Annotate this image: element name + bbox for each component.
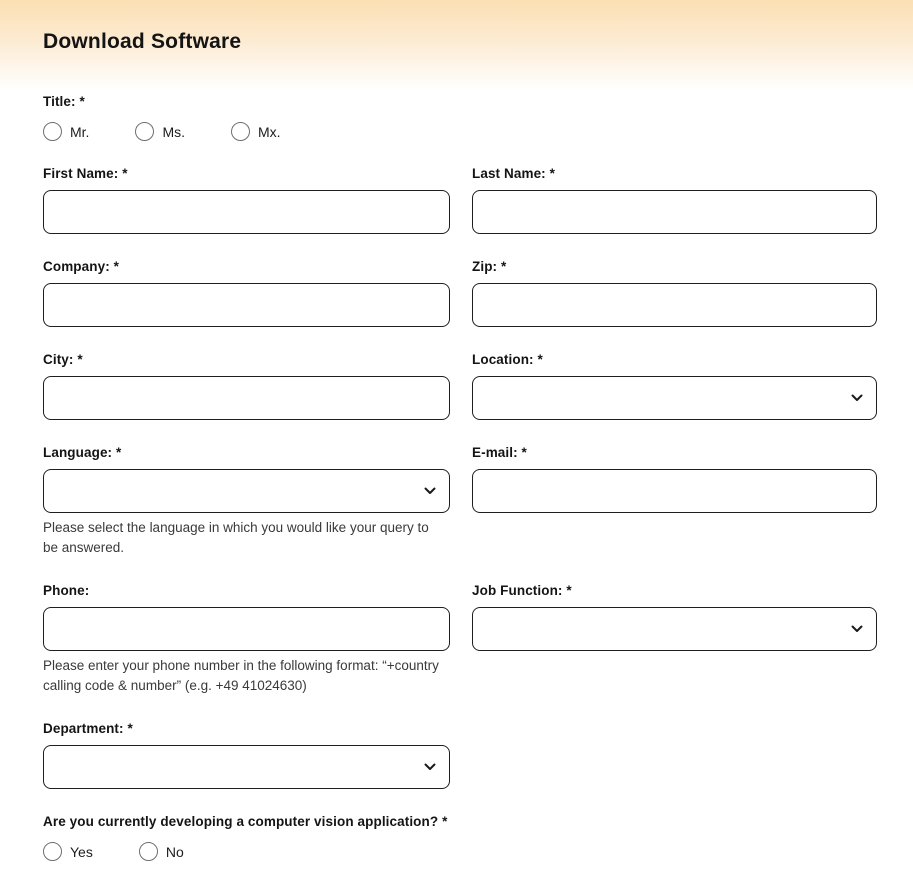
radio-button-mx[interactable] [231, 122, 250, 141]
language-field-group [43, 445, 450, 558]
page-header [0, 0, 913, 90]
radio-button-ms[interactable] [135, 122, 154, 141]
job-function-field-group [472, 583, 877, 651]
email-field-group [472, 445, 877, 513]
first-name-input[interactable] [43, 190, 450, 234]
phone-label: Phone: [43, 583, 90, 598]
last-name-field-group [472, 166, 877, 234]
title-option-ms[interactable] [135, 122, 185, 141]
language-label: Language: * [43, 445, 122, 460]
job-function-select[interactable] [472, 607, 877, 651]
job-function-label: Job Function: * [472, 583, 572, 598]
cv-option-yes[interactable] [43, 842, 93, 861]
zip-label: Zip: * [472, 259, 507, 274]
title-radio-group [43, 122, 877, 141]
department-field-group [43, 721, 450, 789]
location-select[interactable] [472, 376, 877, 420]
email-input[interactable] [472, 469, 877, 513]
department-label: Department: * [43, 721, 133, 736]
phone-input[interactable] [43, 607, 450, 651]
title-option-mx[interactable] [231, 122, 281, 141]
title-option-mr[interactable] [43, 122, 89, 141]
language-help-text: Please select the language in which you would like your query to be answered. [43, 520, 429, 555]
first-name-field-group [43, 166, 450, 234]
company-label: Company: * [43, 259, 120, 274]
department-select[interactable] [43, 745, 450, 789]
radio-button-no[interactable] [139, 842, 158, 861]
company-field-group [43, 259, 450, 327]
first-name-label: First Name: * [43, 166, 128, 181]
radio-button-mr[interactable] [43, 122, 62, 141]
zip-input[interactable] [472, 283, 877, 327]
radio-label-yes: Yes [70, 843, 93, 860]
page-title: Download Software [43, 30, 242, 53]
phone-help-text: Please enter your phone number in the following format: “+country calling code & number” (e.g. +49 41024630) [43, 658, 439, 693]
download-software-form [0, 90, 913, 861]
location-field-group [472, 352, 877, 420]
city-field-group [43, 352, 450, 420]
radio-label-ms: Ms. [162, 123, 186, 140]
title-label: Title: * [43, 94, 85, 109]
cv-question-label: Are you currently developing a computer vision application? * [43, 814, 448, 829]
cv-option-no[interactable] [139, 842, 184, 861]
cv-question-radio-group [43, 842, 877, 861]
phone-field-group [43, 583, 450, 696]
company-input[interactable] [43, 283, 450, 327]
radio-label-mr: Mr. [70, 123, 90, 140]
last-name-input[interactable] [472, 190, 877, 234]
city-input[interactable] [43, 376, 450, 420]
radio-label-mx: Mx. [258, 123, 281, 140]
location-label: Location: * [472, 352, 543, 367]
language-select[interactable] [43, 469, 450, 513]
title-field-group [0, 94, 913, 141]
radio-button-yes[interactable] [43, 842, 62, 861]
radio-label-no: No [165, 843, 184, 860]
city-label: City: * [43, 352, 83, 367]
email-label: E-mail: * [472, 445, 527, 460]
zip-field-group [472, 259, 877, 327]
last-name-label: Last Name: * [472, 166, 555, 181]
cv-question-group [0, 814, 913, 861]
